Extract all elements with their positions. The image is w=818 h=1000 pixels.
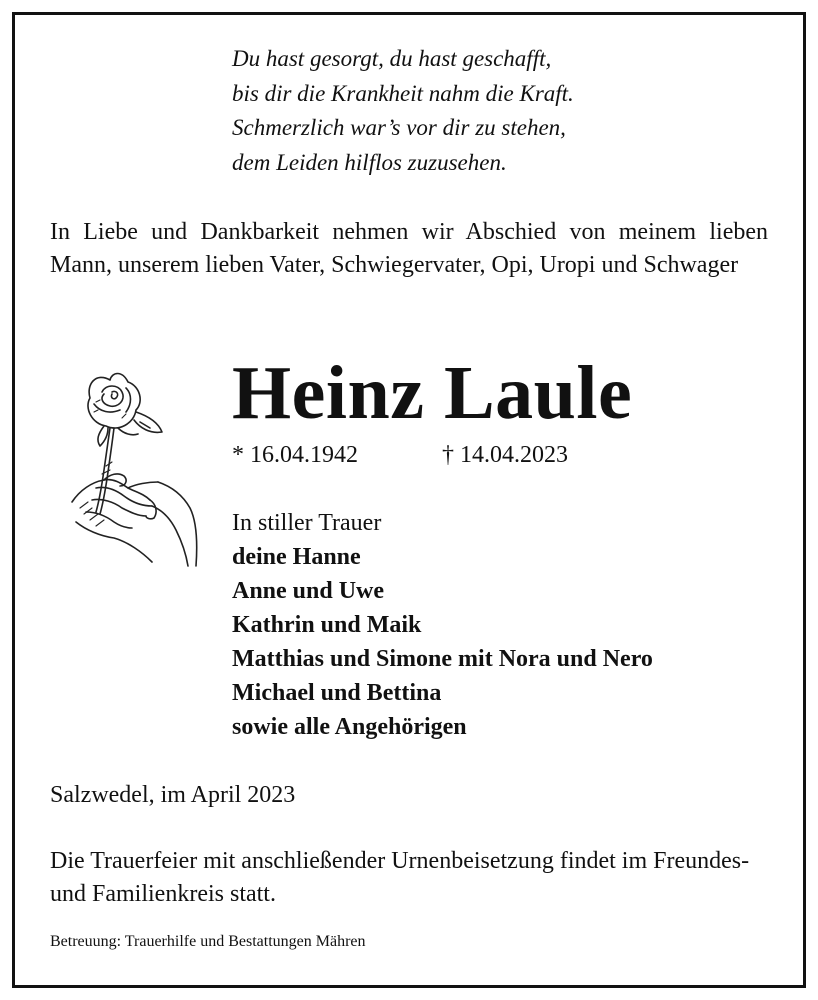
place-and-date: Salzwedel, im April 2023	[50, 782, 296, 808]
memorial-poem	[232, 42, 574, 180]
poem-line: bis dir die Krankheit nahm die Kraft.	[232, 80, 574, 106]
mourner-name: Matthias und Simone mit Nora und Nero	[232, 646, 653, 672]
farewell-text: In Liebe und Dankbarkeit nehmen wir Abschied von meinem lieben Mann, unserem lieben Vater, Schwiegervater, Opi, Uropi und Schwager	[50, 219, 768, 278]
funeral-service-note: Die Trauerfeier mit anschließender Urnenbeisetzung findet im Freundes- und Familienkreis statt.	[50, 848, 750, 907]
mourner-name: sowie alle Angehörigen	[232, 714, 467, 740]
poem-line: Du hast gesorgt, du hast geschafft,	[232, 46, 552, 71]
poem-line: dem Leiden hilflos zuzusehen.	[232, 149, 507, 175]
rose-in-hand-icon	[66, 362, 210, 574]
mourner-name: Kathrin und Maik	[232, 612, 422, 638]
undertaker-credit: Betreuung: Trauerhilfe und Bestattungen Mähren	[50, 933, 366, 950]
life-dates	[232, 440, 568, 470]
mourners-list	[232, 506, 653, 744]
mourner-name: deine Hanne	[232, 544, 361, 570]
birth-date: * 16.04.1942	[232, 442, 358, 468]
deceased-name: Heinz Laule	[232, 351, 633, 435]
poem-line: Schmerzlich war’s vor dir zu stehen,	[232, 115, 566, 140]
mourners-heading: In stiller Trauer	[232, 510, 382, 536]
mourner-name: Anne und Uwe	[232, 578, 385, 604]
mourner-name: Michael und Bettina	[232, 680, 442, 706]
death-date: † 14.04.2023	[442, 442, 568, 468]
